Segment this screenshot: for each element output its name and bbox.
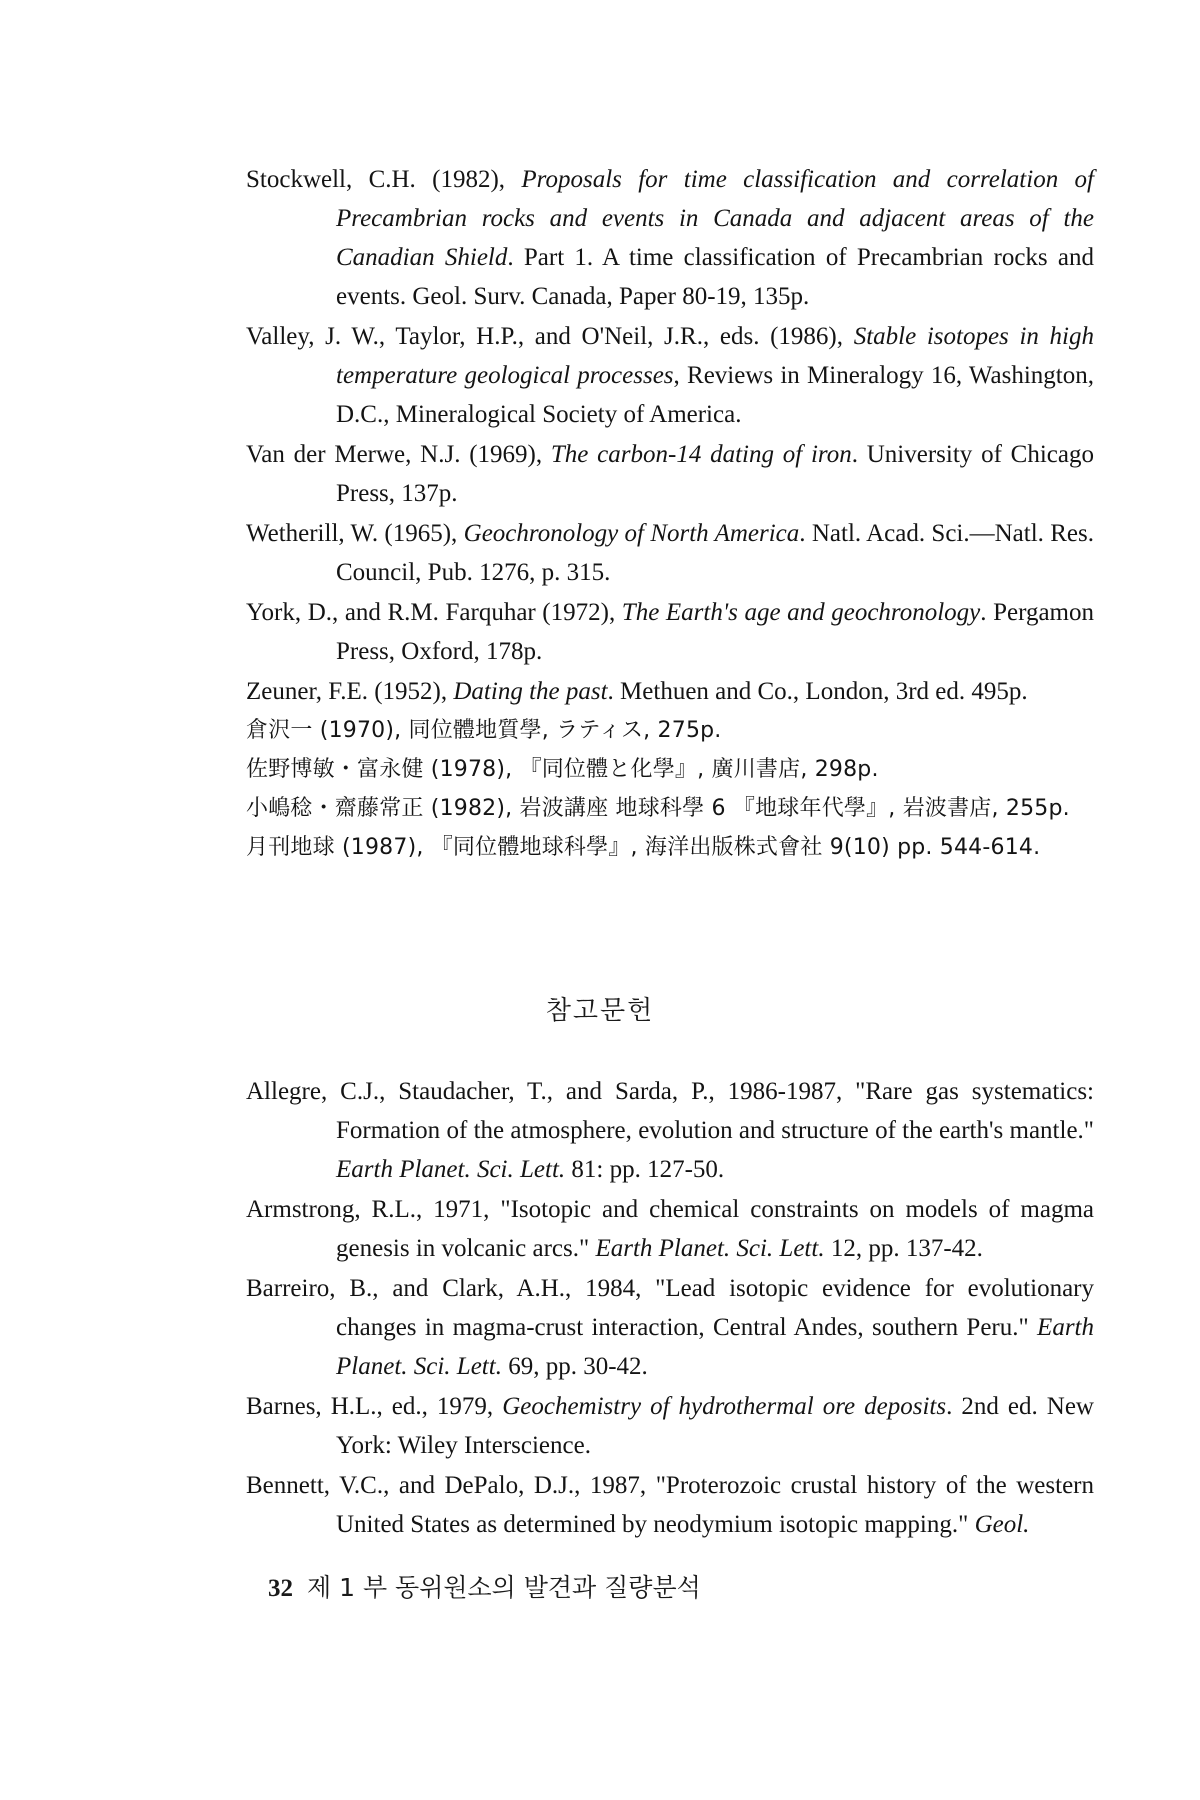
running-footer-title: 제 1 부 동위원소의 발견과 질량분석	[307, 1573, 701, 1602]
reference-list-bottom	[246, 1072, 1094, 1545]
reference-entry: York, D., and R.M. Farquhar (1972), The Earth's age and geochronology. Pergamon Press, Oxford, 178p.	[246, 599, 1095, 665]
reference-entry: Wetherill, W. (1965), Geochronology of North America. Natl. Acad. Sci.—Natl. Res. Council, Pub. 1276, p. 315.	[246, 520, 1094, 586]
reference-entry-cjk: 月刊地球 (1987), 『同位體地球科學』, 海洋出版株式會社 9(10) pp. 544-614.	[246, 835, 1041, 860]
reference-entry: Barreiro, B., and Clark, A.H., 1984, "Lead isotopic evidence for evolutionary changes in magma-crust interaction, Central Andes, southern Peru." Earth Planet. Sci. Lett. 69, pp. 30-42.	[246, 1275, 1094, 1380]
page-footer	[268, 1568, 701, 1604]
reference-entry: Van der Merwe, N.J. (1969), The carbon-14 dating of iron. University of Chicago Press, 137p.	[246, 441, 1094, 507]
reference-list-top	[246, 160, 1094, 868]
reference-entry: Zeuner, F.E. (1952), Dating the past. Methuen and Co., London, 3rd ed. 495p.	[246, 678, 1028, 705]
reference-entry: Barnes, H.L., ed., 1979, Geochemistry of hydrothermal ore deposits. 2nd ed. New York: Wiley Interscience.	[246, 1393, 1094, 1459]
section-heading: 참고문헌	[545, 996, 655, 1026]
reference-entry: Stockwell, C.H. (1982), Proposals for time classification and correlation of Precambrian rocks and events in Canada and adjacent areas of the Canadian Shield. Part 1. A time classification of Precambrian rocks and events. Geol. Surv. Canada, Paper 80-19, 135p.	[246, 166, 1094, 310]
reference-entry: Bennett, V.C., and DePalo, D.J., 1987, "Proterozoic crustal history of the western United States as determined by neodymium isotopic mapping." Geol.	[246, 1472, 1094, 1538]
reference-entry: Allegre, C.J., Staudacher, T., and Sarda, P., 1986-1987, "Rare gas systematics: Formation of the atmosphere, evolution and structure of the earth's mantle." Earth Planet. Sci. Lett. 81: pp. 127-50.	[246, 1078, 1094, 1183]
page-number: 32	[268, 1575, 293, 1602]
reference-entry-cjk: 小嶋稔・齋藤常正 (1982), 岩波講座 地球科學 6 『地球年代學』, 岩波書店, 255p.	[246, 796, 1070, 821]
reference-entry: Valley, J. W., Taylor, H.P., and O'Neil, J.R., eds. (1986), Stable isotopes in high temperature geological processes, Reviews in Mineralogy 16, Washington, D.C., Mineralogical Society of America.	[246, 323, 1095, 428]
reference-entry-cjk: 倉沢一 (1970), 同位體地質學, ラティス, 275p.	[246, 718, 722, 743]
reference-entry: Armstrong, R.L., 1971, "Isotopic and chemical constraints on models of magma genesis in volcanic arcs." Earth Planet. Sci. Lett. 12, pp. 137-42.	[246, 1196, 1094, 1262]
reference-entry-cjk: 佐野博敏・富永健 (1978), 『同位體と化學』, 廣川書店, 298p.	[246, 757, 879, 782]
